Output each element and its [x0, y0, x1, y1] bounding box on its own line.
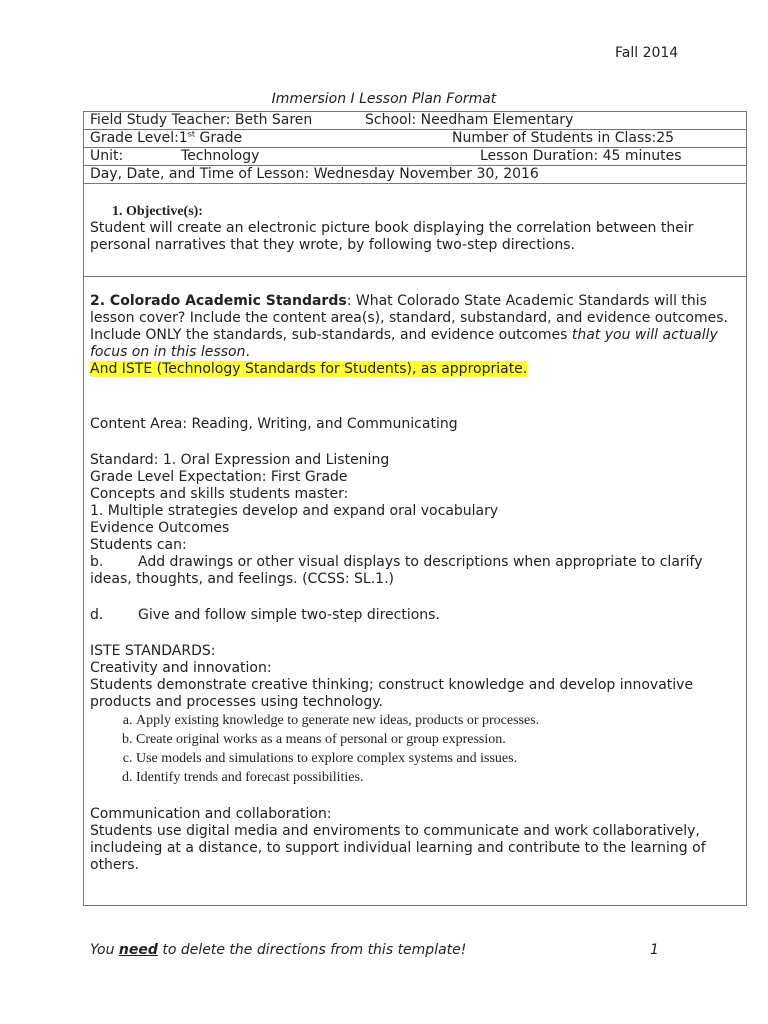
- grade-level-field: Grade Level:1st Grade: [90, 129, 243, 146]
- iste-highlight-note: And ISTE (Technology Standards for Students), as appropriate.: [90, 361, 528, 377]
- lesson-plan-table: [83, 111, 747, 906]
- student-count-field: Number of Students in Class:25: [452, 130, 675, 146]
- school-field: School: Needham Elementary: [365, 112, 574, 128]
- table-row: [84, 277, 747, 906]
- header-term: Fall 2014: [615, 45, 679, 61]
- objective-heading: 1. Objective(s):: [112, 204, 203, 219]
- students-can: Students can:: [90, 537, 187, 553]
- teacher-field: Field Study Teacher: Beth Saren: [90, 112, 313, 128]
- unit-value: Technology: [181, 148, 260, 164]
- content-area: Content Area: Reading, Writing, and Communicating: [90, 416, 458, 432]
- table-row: [84, 166, 747, 184]
- grade-level-expectation: Grade Level Expectation: First Grade: [90, 469, 348, 485]
- evidence-item-d: d. Give and follow simple two-step directions.: [90, 607, 440, 623]
- communication-text: Students use digital media and enviroments to communicate and work collaboratively, includeing at a distance, to support individual learning and contribute to the learning of others.: [90, 823, 706, 873]
- lesson-datetime-field: Day, Date, and Time of Lesson: Wednesday November 30, 2016: [90, 166, 539, 182]
- objective-section: [84, 184, 747, 277]
- table-row: [84, 184, 747, 277]
- concepts-heading: Concepts and skills students master:: [90, 486, 349, 502]
- standards-section: [84, 277, 747, 906]
- evidence-item-b: b. Add drawings or other visual displays to descriptions when appropriate to clarify ideas, thoughts, and feelings. (CCSS: SL.1.): [90, 554, 703, 587]
- table-row: [84, 148, 747, 166]
- concept-item: 1. Multiple strategies develop and expand oral vocabulary: [90, 503, 499, 519]
- objective-text: Student will create an electronic picture book displaying the correlation between their personal narratives that they wrote, by following two-step directions.: [90, 220, 694, 253]
- list-item: c. Use models and simulations to explore complex systems and issues.: [136, 749, 740, 768]
- table-row: [84, 130, 747, 148]
- standard-line: Standard: 1. Oral Expression and Listening: [90, 452, 390, 468]
- iste-list: [90, 711, 740, 787]
- standards-heading: 2. Colorado Academic Standards: [90, 293, 347, 309]
- unit-label: Unit:: [90, 148, 124, 164]
- list-item: d. Identify trends and forecast possibilities.: [136, 768, 740, 787]
- list-item: a. Apply existing knowledge to generate new ideas, products or processes.: [136, 711, 740, 730]
- iste-heading: ISTE STANDARDS:: [90, 643, 216, 659]
- footer-note: You need to delete the directions from this template!: [90, 942, 467, 958]
- standards-intro: 2. Colorado Academic Standards: What Colorado State Academic Standards will this lesson cover? Include the content area(s), standard, substandard, and evidence outcomes. Include ONLY the standards, sub-standards, and evidence outcomes that you will actually focus on in this lesson.: [90, 293, 728, 360]
- evidence-heading: Evidence Outcomes: [90, 520, 230, 536]
- need-emphasis: need: [118, 942, 158, 958]
- table-row: [84, 112, 747, 130]
- document-title: Immersion I Lesson Plan Format: [271, 91, 497, 107]
- creativity-text: Students demonstrate creative thinking; construct knowledge and develop innovative products and processes using technology.: [90, 677, 694, 710]
- duration-field: Lesson Duration: 45 minutes: [480, 148, 682, 164]
- list-item: b. Create original works as a means of personal or group expression.: [136, 730, 740, 749]
- communication-heading: Communication and collaboration:: [90, 806, 332, 822]
- page-number: 1: [650, 942, 659, 958]
- creativity-heading: Creativity and innovation:: [90, 660, 272, 676]
